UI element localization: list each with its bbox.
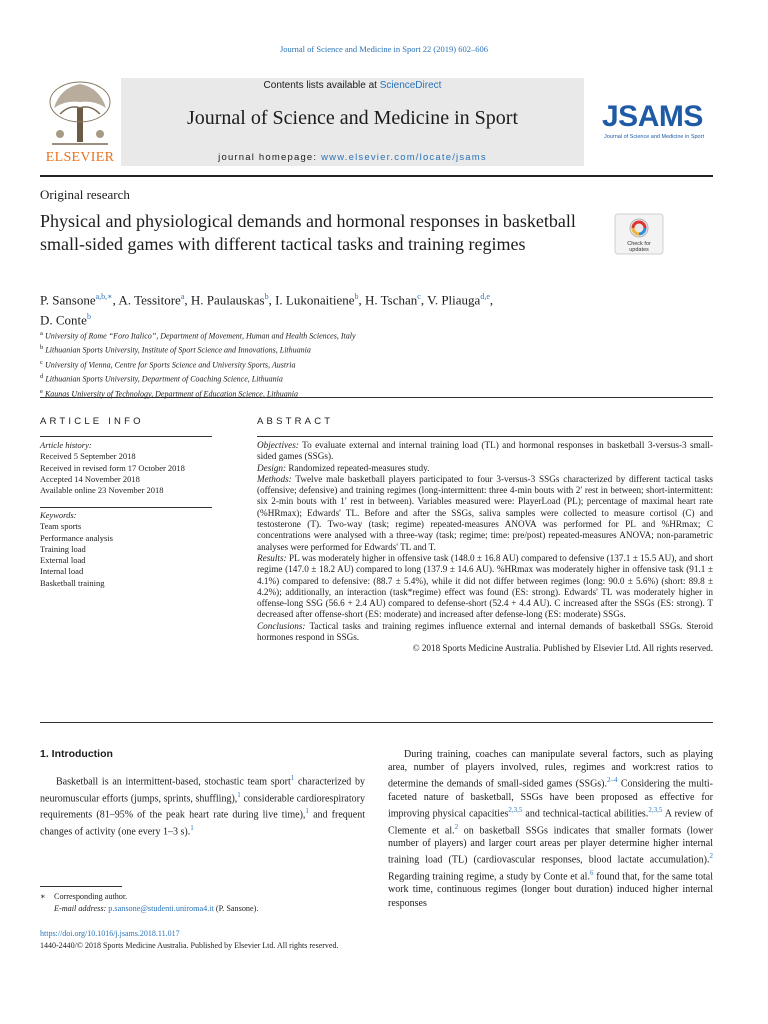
abstract-results	[257, 553, 713, 621]
body-text: Basketball is an intermittent-based, stochastic team sport	[56, 776, 291, 788]
author-name: H. Paulauskas	[190, 292, 265, 308]
keyword-item: Performance analysis	[40, 532, 113, 543]
doi-link[interactable]: https://doi.org/10.1016/j.jsams.2018.11.017	[40, 929, 180, 938]
author-name: H. Tschan	[364, 292, 418, 308]
affiliation-text: Lithuanian Sports University, Department of Coaching Science, Lithuania	[43, 375, 283, 385]
body-text: A review of Clemente et al.	[388, 808, 713, 836]
methods-label: Methods:	[257, 473, 292, 484]
author-affiliation-mark[interactable]: a	[180, 292, 185, 301]
introduction-heading: 1. Introduction	[40, 748, 113, 760]
article-history	[40, 440, 212, 496]
affiliation-text: University of Vienna, Centre for Sports Science and University Sports, Austria	[42, 360, 296, 370]
intro-left-paragraph	[40, 772, 365, 838]
citation-link[interactable]: 2	[454, 822, 459, 831]
author-separator: ,	[112, 292, 119, 308]
author-affiliation-mark[interactable]: d,e	[480, 292, 490, 301]
body-text: During training, coaches can manipulate several factors, such as playing area, number of players involved, rules, regimes and work:rest ratios to determine the demands of small-sided games (SSGs).	[388, 749, 713, 790]
objectives-text: To evaluate external and internal training load (TL) and hormonal responses in basketball 3-versus-3 small-sided games (SSGs).	[257, 440, 713, 462]
affiliation-label: e	[40, 387, 43, 395]
email-label: E-mail address:	[54, 903, 107, 913]
citation-link[interactable]: 6	[589, 868, 594, 877]
author-name: V. Pliauga	[427, 292, 481, 308]
intro-right-paragraph	[388, 748, 713, 910]
results-text: PL was moderately higher in offensive task (148.0 ± 16.8 AU) compared to defensive (137.1 ± 15.5 AU), and short regime (147.0 ± 18.2 AU) compared to long (137.9 ± 14.6 AU). %HRmax was moderately higher in offensive task (91.1 ± 4.1%) compared to defensive: (88.7 ± 5.4%), while it did not differ between regimes (long: 90.0 ± 5.6%) (short: 89.8 ± 4.2%); additionally, an interaction (task*regime) effect was found (ES: strong). Edwards' TL was moderately higher in offense-long SSG (56.6 + 2.4 AU) compared to defense-short (52.4 + 4.4 AU). C increased after the SSGs (ES: strong). T decreased after offense-short (ES: moderate) and increased after defense-long (ES: moderate) SSGs.	[257, 552, 713, 620]
affiliation-text: Lithuanian Sports University, Institute of Sport Science and Innovations, Lithuania	[43, 346, 311, 356]
body-text: Considering the multi-faceted nature of basketball, SSGs have been proposed as effective for improving physical capacities	[388, 778, 714, 820]
abstract-bottom-rule	[40, 722, 713, 723]
citation-link[interactable]: 1	[237, 790, 241, 799]
corresponding-footnote	[40, 891, 360, 914]
affiliation-item	[40, 342, 640, 356]
keywords-list	[40, 521, 212, 589]
author-separator: ,	[420, 292, 428, 308]
history-item: Received 5 September 2018	[40, 451, 136, 462]
body-text: and technical-tactical abilities.	[522, 808, 649, 820]
body-text: found that, for the same total work time, continuous regimes (longer bout duration) induced higher internal responses	[388, 871, 713, 909]
citation-link[interactable]: 1	[190, 823, 194, 832]
jsams-logo-subtitle: Journal of Science and Medicine in Sport	[604, 134, 704, 140]
abstract-methods	[257, 474, 713, 553]
footnote-rule	[40, 886, 122, 887]
keyword-item: Training load	[40, 543, 86, 554]
jsams-logo-text: JSAMS	[602, 100, 703, 133]
affiliation-item	[40, 371, 640, 385]
abstract-rule	[257, 436, 713, 437]
author-name: A. Tessitore	[118, 292, 181, 308]
body-text: on basketball SSGs indicates that smaller formats (lower number of players) and larger court areas per player determine higher internal training load (TL) (cardiovascular responses, blood lactate accumulation).	[388, 825, 713, 866]
citation-link[interactable]: 2,3,5	[648, 806, 663, 815]
conclusions-text: Tactical tasks and training regimes influence external and internal demands of basketball SSGs. Steroid hormones respond in SSGs.	[257, 620, 714, 643]
article-info-rule	[40, 436, 212, 437]
keyword-item: External load	[40, 555, 86, 566]
keyword-item: Basketball training	[40, 577, 105, 588]
affiliation-label: c	[40, 358, 43, 366]
design-label: Design:	[257, 462, 287, 473]
contents-prefix: Contents lists available at	[263, 80, 377, 91]
citation-link[interactable]: 1	[290, 774, 295, 782]
journal-homepage	[121, 152, 584, 163]
author-affiliation-mark[interactable]: b	[354, 292, 359, 301]
history-item: Accepted 14 November 2018	[40, 473, 140, 484]
methods-text: Twelve male basketball players participated to four 3-versus-3 SSGs characterized by different tactical tasks (offensive; defensive) and training regimes (long-intermittent: three 4-min bouts with 2′ rest in between; short-intermittent: six 2-min bouts with 1′ rest in between). Variables measured were: PlayerLoad (PL); percentage of maximal heart rate (%HRmax); Edwards' TL. Before and after the SSGs, saliva samples were collected to measure cortisol (C) and testosterone (T). Two-way (task; regime) repeated-measures ANOVA was performed for PL and %HRmax; C concentrations were analysed with a three-way (task; regime; time: pre/post) repeated-measures ANOVA; non-parametric analyses were performed for Edwards' TL and T.	[257, 473, 713, 552]
journal-citation-link[interactable]: Journal of Science and Medicine in Sport 22 (2019) 602–606	[280, 44, 488, 54]
intro-left-column	[40, 772, 365, 838]
history-label: Article history:	[40, 440, 92, 450]
author-separator: ,	[184, 292, 191, 308]
elsevier-logo-text: ELSEVIER	[45, 150, 115, 165]
corresponding-line	[40, 891, 360, 903]
email-link[interactable]: p.sansone@studenti.uniroma4.it	[108, 903, 214, 913]
keywords-block	[40, 510, 212, 589]
body-text: and frequent changes of activity (one every 1–3 s).	[40, 809, 365, 837]
abstract-heading: ABSTRACT	[257, 416, 334, 427]
affiliation-rule	[40, 397, 713, 398]
abstract-objectives	[257, 440, 713, 463]
article-info-heading: ARTICLE INFO	[40, 416, 144, 427]
citation-link[interactable]: 2,3,5	[508, 806, 523, 815]
journal-title: Journal of Science and Medicine in Sport	[186, 107, 519, 129]
homepage-prefix: journal homepage:	[218, 152, 318, 163]
jsams-logo	[602, 100, 717, 146]
contents-line	[121, 80, 584, 91]
design-text: Randomized repeated-measures study.	[288, 462, 430, 473]
author-separator: ,	[358, 292, 365, 308]
footnote-mark: ∗	[40, 892, 46, 901]
affiliation-item	[40, 357, 640, 371]
check-badge-line1: Check for	[627, 241, 651, 247]
author-list	[40, 288, 640, 329]
citation-link[interactable]: 1	[305, 807, 309, 816]
history-item: Received in revised form 17 October 2018	[40, 462, 185, 473]
body-text: Regarding training regime, a study by Conte et al.	[388, 871, 590, 883]
author-separator: ,	[489, 292, 494, 308]
article-title: Physical and physiological demands and hormonal responses in basketball small-sided games with different tactical tasks and training regimes	[40, 211, 576, 254]
citation-link[interactable]: 2	[709, 852, 713, 861]
affiliation-text: Kaunas University of Technology, Department of Education Science, Lithuania	[42, 389, 298, 399]
author-affiliation-mark[interactable]: a,b,∗	[95, 292, 113, 301]
affiliation-text: University of Rome “Foro Italico”, Department of Movement, Human and Health Sciences, Italy	[42, 331, 356, 341]
affiliation-label: a	[40, 330, 43, 337]
article-identifiers	[40, 928, 440, 951]
author-name: P. Sansone	[40, 292, 96, 308]
author-affiliation-mark[interactable]: b	[86, 312, 91, 322]
corresponding-text: Corresponding author.	[54, 892, 128, 901]
intro-right-column	[388, 748, 713, 910]
author-separator: ,	[268, 292, 276, 308]
abstract-copyright: © 2018 Sports Medicine Australia. Published by Elsevier Ltd. All rights reserved.	[412, 643, 713, 654]
affiliation-label: d	[40, 373, 44, 381]
keywords-rule	[40, 507, 212, 508]
section-type: Original research	[40, 187, 130, 202]
issn-line: 1440-2440/© 2018 Sports Medicine Australia. Published by Elsevier Ltd. All rights reserved.	[40, 940, 339, 950]
homepage-link[interactable]: www.elsevier.com/locate/jsams	[321, 152, 487, 163]
affiliation-item	[40, 386, 640, 400]
history-list	[40, 451, 212, 496]
author-affiliation-mark[interactable]: b	[264, 292, 269, 301]
affiliation-list	[40, 328, 640, 400]
keyword-item: Team sports	[40, 521, 82, 532]
header-rule	[40, 175, 713, 177]
check-badge-line2: updates	[629, 247, 649, 253]
author-affiliation-mark[interactable]: c	[417, 292, 421, 301]
keywords-label: Keywords:	[40, 510, 77, 520]
author-name: D. Conte	[40, 312, 87, 328]
body-text: characterized by neuromuscular efforts (jumps, sprints, shuffling),	[40, 776, 365, 804]
email-suffix: (P. Sansone).	[215, 903, 259, 913]
results-label: Results:	[257, 552, 287, 563]
objectives-label: Objectives:	[257, 440, 299, 450]
conclusions-label: Conclusions:	[257, 620, 306, 631]
citation-link[interactable]: 2–4	[607, 776, 618, 785]
abstract-body	[257, 440, 713, 655]
affiliation-item	[40, 328, 640, 342]
history-item: Available online 23 November 2018	[40, 485, 164, 496]
keyword-item: Internal load	[40, 566, 84, 577]
abstract-design	[257, 463, 713, 474]
check-for-updates-button[interactable]	[614, 213, 664, 255]
sciencedirect-link[interactable]: ScienceDirect	[379, 80, 442, 91]
author-name: I. Lukonaitiene	[275, 292, 355, 308]
email-line	[40, 903, 360, 915]
body-text: considerable cardiorespiratory requirements (81–95% of the peak heart rate during live time),	[40, 792, 365, 821]
affiliation-label: b	[40, 344, 44, 352]
abstract-conclusions	[257, 621, 713, 644]
